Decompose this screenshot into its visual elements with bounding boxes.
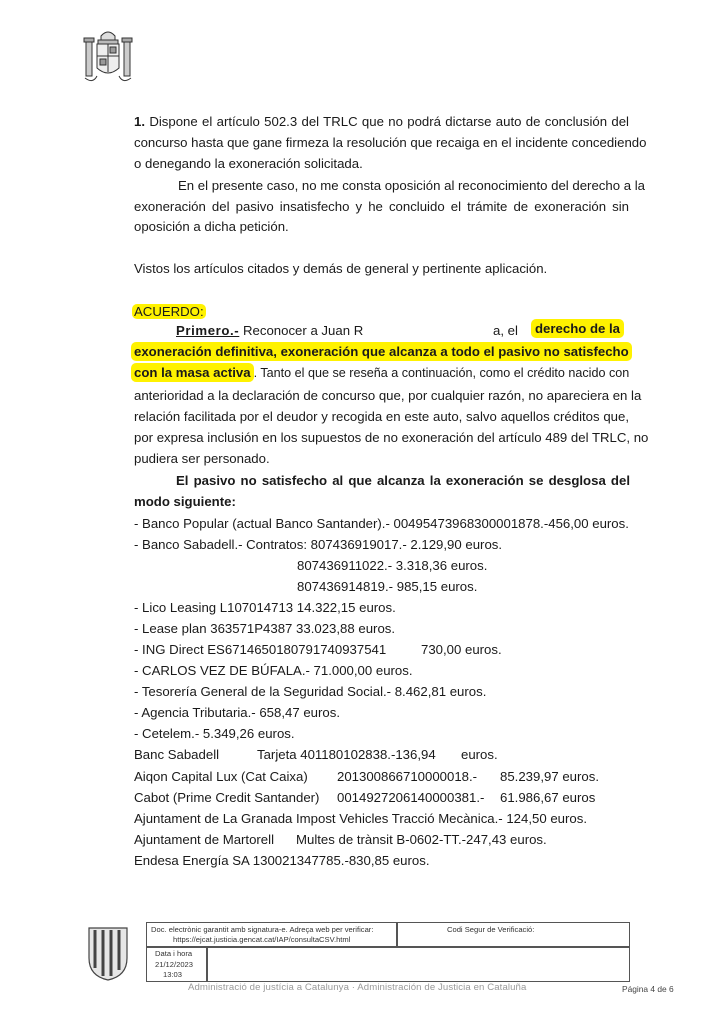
debt-item: - Banco Sabadell.- Contratos: 807436919017.- 2.129,90 euros. xyxy=(134,537,503,552)
date-box xyxy=(146,946,208,982)
para1-line1-text: Dispone el artículo 502.3 del TRLC que no podrá dictarse auto de conclusión del xyxy=(149,114,629,129)
debt-item: - Lico Leasing L107014713 14.322,15 euros. xyxy=(134,600,396,615)
spain-coat-of-arms-icon xyxy=(83,26,133,88)
debt-item: Cabot (Prime Credit Santander) xyxy=(134,790,320,805)
doc-electronic-url[interactable]: https://ejcat.justicia.gencat.cat/IAP/consultaCSV.html xyxy=(173,935,351,944)
primero-line3 xyxy=(131,364,629,382)
debt-item-detail: Tarjeta 401180102838.-136,94 xyxy=(257,747,436,762)
primero-text-a: Reconocer a Juan R xyxy=(243,323,364,338)
page-number: Página 4 de 6 xyxy=(622,984,674,994)
csv-label: Codi Segur de Verificació: xyxy=(447,925,535,934)
debt-item-amount: 730,00 euros. xyxy=(421,642,502,657)
para2-line2: exoneración del pasivo insatisfecho y he concluido el trámite de exoneración sin xyxy=(134,199,629,214)
debt-item: - Lease plan 363571P4387 33.023,88 euros. xyxy=(134,621,396,636)
debt-item-amount: euros. xyxy=(461,747,498,762)
debt-item: Ajuntament de La Granada xyxy=(134,811,293,826)
pasivo-heading-line2: modo siguiente: xyxy=(134,494,236,509)
debt-item: Ajuntament de Martorell xyxy=(134,832,275,847)
debt-item: Aiqon Capital Lux (Cat Caixa) xyxy=(134,769,308,784)
para1-line3: o denegando la exoneración solicitada. xyxy=(134,156,363,171)
date-value: 21/12/2023 xyxy=(155,960,194,969)
primero-line6: por expresa inclusión en los supuestos de no exoneración del artículo 489 del TRLC, no xyxy=(134,430,649,445)
debt-item: Banc Sabadell xyxy=(134,747,220,762)
para3: Vistos los artículos citados y demás de general y pertinente aplicación. xyxy=(134,261,548,276)
debt-item: - ING Direct ES6714650180791740937541 xyxy=(134,642,387,657)
para2-line3: oposición a dicha petición. xyxy=(134,219,289,234)
time-value: 13:03 xyxy=(163,970,183,979)
primero-text-b: a, el xyxy=(493,323,518,338)
primero-line4: anterioridad a la declaración de concurso que, por cualquier razón, no apareciera en la xyxy=(134,388,642,403)
debt-item-detail: Multes de trànsit B-0602-TT.-247,43 euros. xyxy=(296,832,547,847)
debt-item-detail: 201300866710000018.- xyxy=(337,769,478,784)
debt-item-amount: 61.986,67 euros xyxy=(500,790,596,805)
para1-line2: concurso hasta que gane firmeza la resolución que recaiga en el incidente concediendo xyxy=(134,135,647,150)
primero-label: Primero.- xyxy=(176,323,240,338)
debt-item: - CARLOS VEZ DE BÚFALA.- 71.000,00 euros. xyxy=(134,663,413,678)
doc-electronic-line1: Doc. electrònic garantit amb signatura-e. Adreça web per verificar: xyxy=(151,925,374,934)
debt-item: - Cetelem.- 5.349,26 euros. xyxy=(134,726,295,741)
pasivo-heading-line1: El pasivo no satisfecho al que alcanza la exoneración se desglosa del xyxy=(176,473,630,488)
date-label: Data i hora xyxy=(155,949,193,958)
para1-line1 xyxy=(134,111,629,132)
primero-highlight-3: con la masa activa xyxy=(131,363,254,382)
para1-number: 1. xyxy=(134,114,145,129)
debt-item: 807436911022.- 3.318,36 euros. xyxy=(297,558,488,573)
debt-item-amount: 85.239,97 euros. xyxy=(500,769,599,784)
acuerdo-heading xyxy=(132,303,206,321)
para2-line1: En el presente caso, no me consta oposición al reconocimiento del derecho a la xyxy=(178,178,645,193)
debt-item: - Agencia Tributaria.- 658,47 euros. xyxy=(134,705,340,720)
primero-highlight-2: exoneración definitiva, exoneración que alcanza a todo el pasivo no satisfecho xyxy=(131,343,632,361)
catalonia-emblem-icon xyxy=(85,924,131,982)
administration-line: Administració de justícia a Catalunya · Administración de Justicia en Cataluña xyxy=(188,982,527,993)
debt-item: 807436914819.- 985,15 euros. xyxy=(297,579,478,594)
primero-highlight-1: derecho de la xyxy=(531,320,624,338)
primero-line7: pudiera ser personado. xyxy=(134,451,270,466)
verification-box xyxy=(146,922,398,948)
csv-box xyxy=(396,922,630,948)
debt-item-detail: Impost Vehicles Tracció Mecànica.- 124,50 euros. xyxy=(296,811,587,826)
debt-item-detail: 0014927206140000381.- xyxy=(337,790,485,805)
acuerdo-label: ACUERDO: xyxy=(134,304,204,319)
primero-after: . Tanto el que se reseña a continuación, como el crédito nacido con xyxy=(253,366,630,380)
primero-line5: relación facilitada por el deudor y recogida en este auto, salvo aquellos créditos que, xyxy=(134,409,629,424)
debt-item: - Banco Popular (actual Banco Santander).- 00495473968300001878.-456,00 euros. xyxy=(134,516,629,531)
debt-item: Endesa Energía SA 130021347785.-830,85 euros. xyxy=(134,853,430,868)
debt-item: - Tesorería General de la Seguridad Social.- 8.462,81 euros. xyxy=(134,684,487,699)
signature-box xyxy=(206,946,630,982)
